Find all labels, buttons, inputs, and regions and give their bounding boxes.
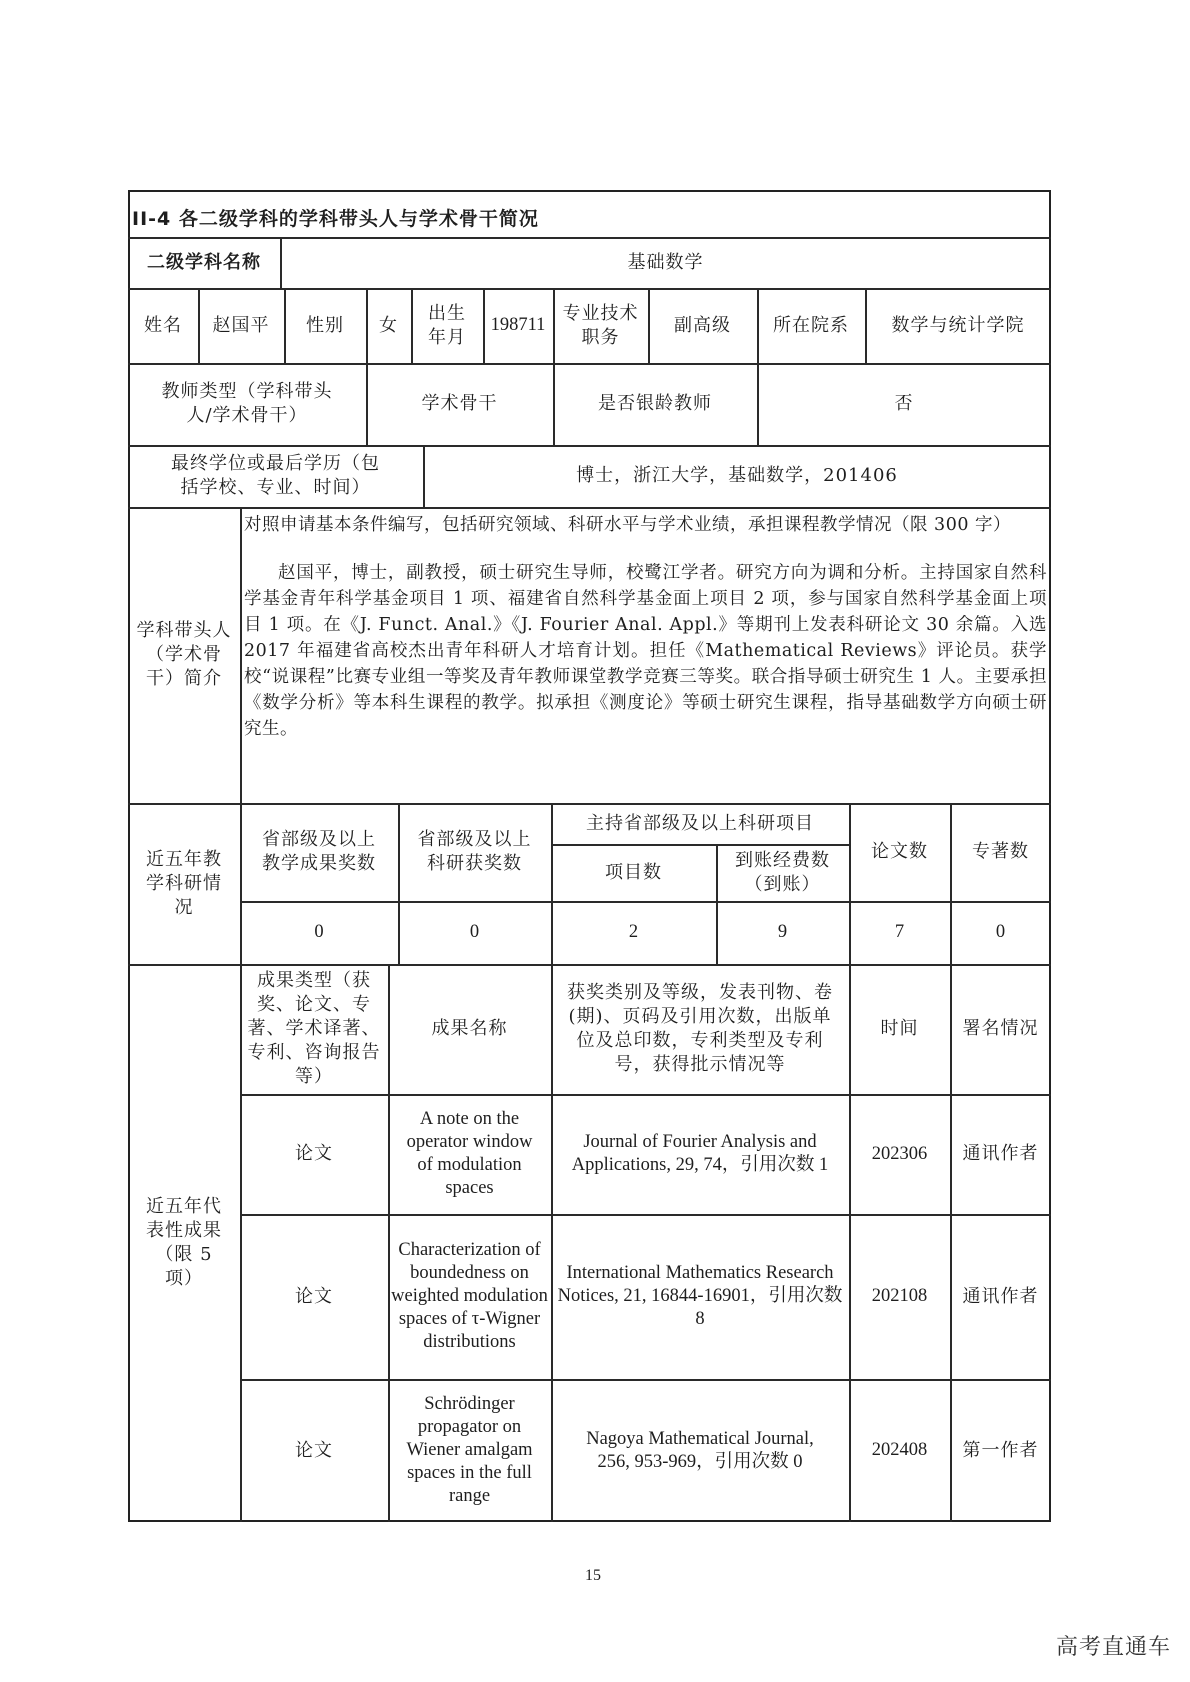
name-value: 赵国平	[212, 314, 270, 336]
papers-header: 论文数	[871, 841, 928, 862]
watermark: 高考直通车	[1056, 1635, 1172, 1660]
project-count-header: 项目数	[605, 861, 662, 883]
time-header: 时间	[880, 1018, 919, 1039]
achievement-type: 论文	[295, 1285, 333, 1307]
teaching-awards-value: 0	[314, 922, 324, 942]
silver-label: 是否银龄教师	[598, 393, 712, 414]
achievement-authorship: 通讯作者	[962, 1143, 1039, 1164]
achievement-detail: Nagoya Mathematical Journal, 256, 953-969，引用次数 0	[586, 1428, 814, 1472]
funding-header: 到账经费数（到账）	[735, 849, 830, 895]
birth-label: 出生年月	[428, 302, 466, 348]
page-number: 15	[585, 1567, 601, 1584]
funding-value: 9	[777, 922, 788, 942]
degree-label: 最终学位或最后学历（包括学校、专业、时间）	[171, 453, 380, 498]
silver-value: 否	[894, 393, 914, 414]
title-label: 专业技术职务	[562, 302, 639, 348]
achievement-time: 202108	[871, 1286, 928, 1306]
projects-group-header: 主持省部级及以上科研项目	[586, 812, 814, 834]
teaching-awards-header: 省部级及以上教学成果奖数	[262, 829, 376, 874]
papers-value: 7	[894, 922, 905, 942]
achievement-time: 202306	[871, 1143, 928, 1164]
intro-requirement: 对照申请基本条件编写，包括研究领域、科研水平与学术业绩，承担课程教学情况（限 300 字）	[244, 515, 1012, 535]
gender-label: 性别	[306, 314, 344, 336]
monographs-header: 专著数	[972, 841, 1029, 862]
name-header: 成果名称	[431, 1018, 508, 1039]
monographs-value: 0	[995, 922, 1006, 942]
type-header: 成果类型（获奖、论文、专著、学术译著、专利、咨询报告等）	[247, 970, 381, 1087]
dept-label: 所在院系	[773, 314, 849, 336]
achievement-authorship: 通讯作者	[962, 1285, 1039, 1307]
degree-value: 博士，浙江大学，基础数学，201406	[576, 465, 898, 486]
stats-label: 近五年教学科研情况	[146, 848, 222, 918]
discipline-label: 二级学科名称	[147, 251, 261, 273]
teacher-type-value: 学术骨干	[421, 393, 498, 414]
achievement-type: 论文	[295, 1143, 333, 1164]
achievement-authorship: 第一作者	[962, 1439, 1039, 1461]
row-line	[128, 507, 1051, 509]
project-count-value: 2	[628, 922, 639, 942]
info-form-table	[128, 190, 1051, 1522]
gender-value: 女	[379, 314, 398, 336]
achievement-name: Schrödinger propagator on Wiener amalgam spaces in the full range	[406, 1394, 533, 1506]
dept-value: 数学与统计学院	[891, 314, 1025, 336]
intro-text	[244, 512, 1047, 742]
achievement-time: 202408	[871, 1440, 928, 1460]
achievement-detail: International Mathematics Research Notices, 21, 16844-16901，引用次数 8	[557, 1263, 843, 1329]
achievement-detail: Journal of Fourier Analysis and Applications, 29, 74，引用次数 1	[571, 1132, 829, 1175]
discipline-value: 基础数学	[627, 251, 704, 273]
research-awards-header: 省部级及以上科研获奖数	[417, 829, 532, 874]
intro-label: 学科带头人（学术骨干）简介	[136, 620, 232, 689]
achievement-name: Characterization of boundedness on weighted modulation spaces of τ-Wigner distributions	[391, 1240, 548, 1352]
name-label: 姓名	[144, 314, 182, 336]
achievements-label: 近五年代表性成果（限 5 项）	[146, 1196, 222, 1289]
achievement-type: 论文	[295, 1439, 333, 1461]
birth-value: 198711	[490, 315, 546, 335]
title-value: 副高级	[674, 314, 731, 336]
teacher-type-label: 教师类型（学科带头人/学术骨干）	[161, 381, 333, 426]
authorship-header: 署名情况	[962, 1018, 1039, 1039]
intro-body: 赵国平，博士，副教授，硕士研究生导师，校鹭江学者。研究方向为调和分析。主持国家自然科学基金青年科学基金项目 1 项、福建省自然科学基金面上项目 2 项，参与国家自然科学基金面上项目 1 项。在《J. Funct. Anal.》《J. Fourier Anal. Appl.》等期刊上发表科研论文 30 余篇。入选 2017 年福建省高校杰出青年科研人才培育计划。担任《Mathematical Reviews》评论员。获学校“说课程”比赛专业组一等奖及青年教师课堂教学竞赛三等奖。联合指导硕士研究生 1 人。主要承担《数学分析》等本科生课程的教学。拟承担《测度论》等硕士研究生课程，指导基础数学方向硕士研究生。	[244, 563, 1047, 739]
achievement-name: A note on the operator window of modulation spaces	[406, 1109, 533, 1198]
section-title: II-4 各二级学科的学科带头人与学术骨干简况	[132, 208, 539, 230]
detail-header: 获奖类别及等级，发表刊物、卷(期)、页码及引用次数，出版单位及总印数，专利类型及专利号，获得批示情况等	[567, 982, 833, 1075]
col-line	[240, 507, 242, 803]
research-awards-value: 0	[469, 922, 480, 942]
